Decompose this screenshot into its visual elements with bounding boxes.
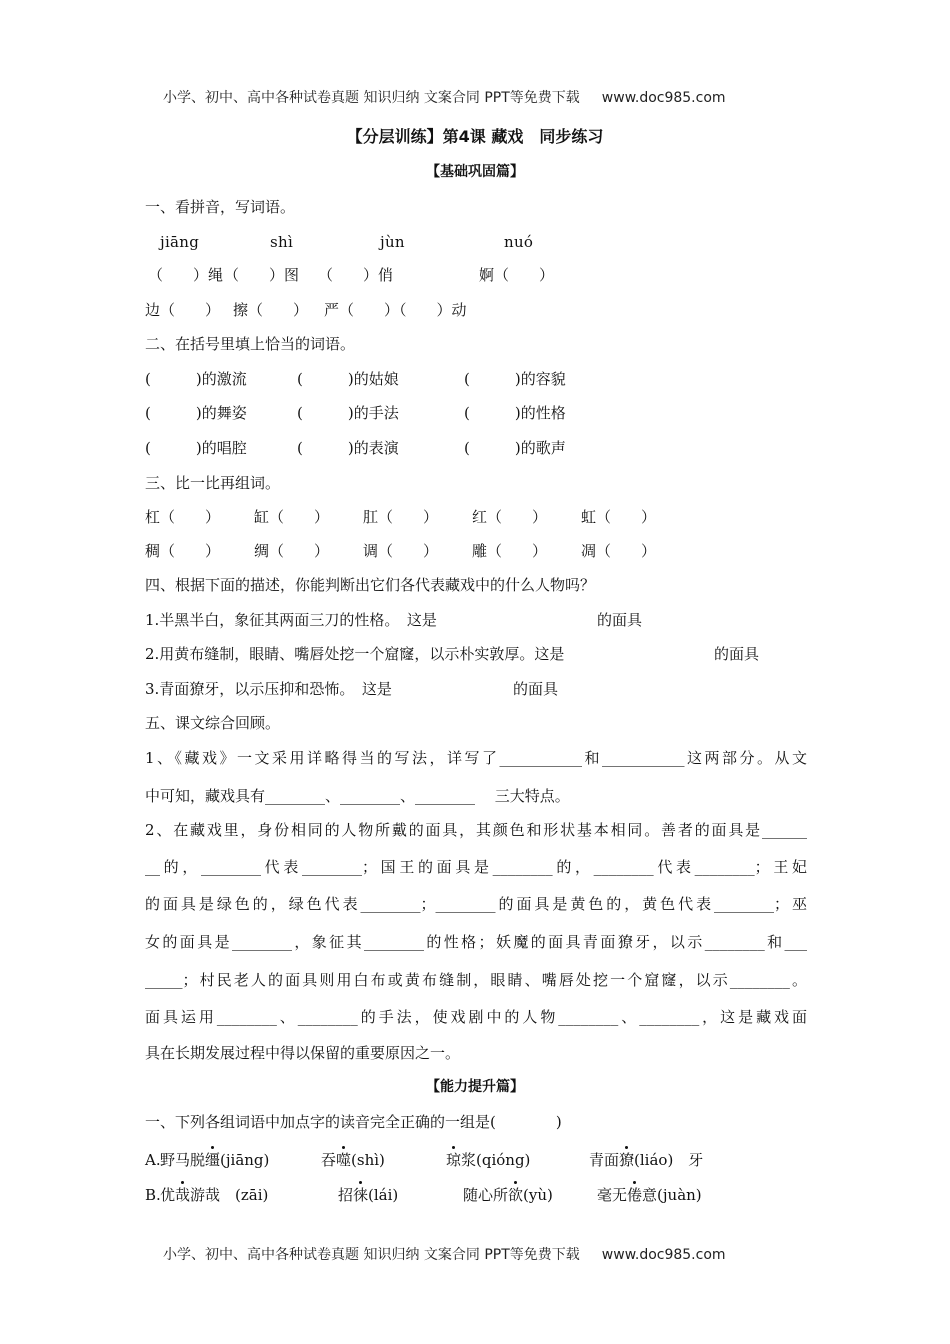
- q4-item-tail: 的面具: [513, 680, 559, 698]
- word-part: 优: [160, 1186, 176, 1204]
- footer-url[interactable]: www.doc985.com: [601, 1247, 726, 1263]
- blank-item: 凋（ ）: [581, 542, 657, 560]
- word-part: 毫无: [597, 1186, 628, 1204]
- blank-item: 肛（ ）: [363, 508, 439, 526]
- option-b-item: [463, 1186, 553, 1204]
- option-a-item: [160, 1151, 269, 1169]
- dotted-char: 哉: [175, 1186, 191, 1204]
- dotted-char: 噬: [336, 1151, 352, 1169]
- word-part: 青面: [589, 1151, 620, 1169]
- q5-line: __的，________代表________；国王的面具是________的，________代表________；王妃: [145, 858, 807, 876]
- word-part: (yù): [523, 1186, 553, 1204]
- q5-line: 1、《藏戏》一文采用详略得当的写法，详写了___________和___________这两部分。从文: [145, 749, 807, 767]
- word-part: 随心所: [463, 1186, 509, 1204]
- q3-heading: 三、比一比再组词。: [145, 474, 281, 492]
- q4-item-text: 1.半黑半白，象征其两面三刀的性格。 这是: [145, 611, 437, 629]
- blank-item: ( )的舞姿: [145, 404, 247, 422]
- blank-item: ( )的手法: [297, 404, 399, 422]
- blank-item: 婀（ ）: [479, 266, 555, 284]
- option-a-item: [446, 1151, 530, 1169]
- blank-item: ( )的容貌: [464, 370, 566, 388]
- blank-item: ( )的性格: [464, 404, 566, 422]
- q5-line: _____；村民老人的面具则用白布或黄布缝制，眼睛、嘴唇处挖一个窟窿，以示________。: [145, 971, 807, 989]
- blank-item: ( )的姑娘: [297, 370, 399, 388]
- header-url[interactable]: www.doc985.com: [601, 90, 726, 106]
- dotted-char: 欲: [508, 1186, 524, 1204]
- q5-line: 具在长期发展过程中得以保留的重要原因之一。: [145, 1044, 461, 1062]
- q4-item-text: 2.用黄布缝制，眼睛、嘴唇处挖一个窟窿，以示朴实敦厚。这是: [145, 645, 565, 663]
- blank-item: ( )的激流: [145, 370, 247, 388]
- blank-item: 严（ ）（ ）动: [324, 301, 467, 319]
- option-a-label: A.: [145, 1151, 161, 1169]
- section-basic-heading: 【基础巩固篇】: [426, 164, 524, 180]
- footer-tagline: 小学、初中、高中各种试卷真题 知识归纳 文案合同 PPT等免费下载: [163, 1247, 580, 1263]
- word-part: (liáo) 牙: [634, 1151, 704, 1169]
- q5-line: 2、在藏戏里，身份相同的人物所戴的面具，其颜色和形状基本相同。善者的面具是______: [145, 821, 807, 839]
- q5-line: 女的面具是________，象征其________的性格；妖魔的面具青面獠牙，以示________和___: [145, 933, 807, 951]
- header-tagline: 小学、初中、高中各种试卷真题 知识归纳 文案合同 PPT等免费下载: [163, 90, 580, 106]
- pinyin: shì: [270, 233, 294, 251]
- option-b-item: [597, 1186, 702, 1204]
- blank-item: 杠（ ）: [145, 508, 221, 526]
- q5-line: 面具运用________、________的手法，使戏剧中的人物________、________，这是藏戏面: [145, 1008, 807, 1026]
- header-text: [163, 89, 726, 107]
- option-b-item: [160, 1186, 268, 1204]
- footer-text: [163, 1246, 726, 1264]
- q4-item-text: 3.青面獠牙，以示压抑和恐怖。 这是: [145, 680, 392, 698]
- blank-item: ( )的唱腔: [145, 439, 247, 457]
- q2-heading: 二、在括号里填上恰当的词语。: [145, 335, 356, 353]
- blank-item: 缸（ ）: [254, 508, 330, 526]
- word-part: (shì): [351, 1151, 385, 1169]
- word-part: 意(juàn): [642, 1186, 702, 1204]
- page-title: 【分层训练】第4课 藏戏 同步练习: [346, 127, 604, 146]
- blank-item: ( )的歌声: [464, 439, 566, 457]
- p1-heading: 一、下列各组词语中加点字的读音完全正确的一组是( ): [145, 1113, 562, 1131]
- blank-item: 虹（ ）: [581, 508, 657, 526]
- option-b-item: [338, 1186, 398, 1204]
- blank-item: 边（ ）: [145, 301, 221, 319]
- blank-item: （ ）俏: [318, 266, 394, 284]
- q1-heading: 一、看拼音，写词语。: [145, 198, 296, 216]
- dotted-char: 缰: [205, 1151, 221, 1169]
- pinyin: jiāng: [160, 233, 200, 251]
- dotted-char: 徕: [353, 1186, 369, 1204]
- blank-item: 雕（ ）: [472, 542, 548, 560]
- q4-item-tail: 的面具: [714, 645, 760, 663]
- word-part: (lái): [368, 1186, 399, 1204]
- blank-item: 红（ ）: [472, 508, 548, 526]
- blank-item: 擦（ ）: [233, 301, 309, 319]
- word-part: 吞: [321, 1151, 337, 1169]
- q4-heading: 四、根据下面的描述，你能判断出它们各代表藏戏中的什么人物吗？: [145, 576, 596, 594]
- blank-item: 绸（ ）: [254, 542, 330, 560]
- option-a-item: [321, 1151, 385, 1169]
- blank-item: 调（ ）: [363, 542, 439, 560]
- word-part: 招: [338, 1186, 354, 1204]
- q5-line: 的面具是绿色的，绿色代表________；________的面具是黄色的，黄色代表________；巫: [145, 895, 807, 913]
- blank-item: 稠（ ）: [145, 542, 221, 560]
- pinyin: jùn: [380, 233, 405, 251]
- blank-item: （ ）绳: [148, 266, 224, 284]
- dotted-char: 琼: [446, 1151, 462, 1169]
- dotted-char: 獠: [619, 1151, 635, 1169]
- option-b-label: B.: [145, 1186, 161, 1204]
- q4-item-tail: 的面具: [597, 611, 643, 629]
- word-part: (jiāng): [220, 1151, 270, 1169]
- word-part: 野马脱: [160, 1151, 206, 1169]
- q5-heading: 五、课文综合回顾。: [145, 714, 281, 732]
- pinyin: nuó: [504, 233, 534, 251]
- q5-line: 中可知，藏戏具有________、________、________ 三大特点。: [145, 787, 570, 805]
- blank-item: （ ）图: [224, 266, 300, 284]
- word-part: 游哉 (zāi): [190, 1186, 269, 1204]
- word-part: 浆(qióng): [461, 1151, 531, 1169]
- dotted-char: 倦: [627, 1186, 643, 1204]
- option-a-item: [589, 1151, 703, 1169]
- blank-item: ( )的表演: [297, 439, 399, 457]
- section-advanced-heading: 【能力提升篇】: [426, 1079, 524, 1095]
